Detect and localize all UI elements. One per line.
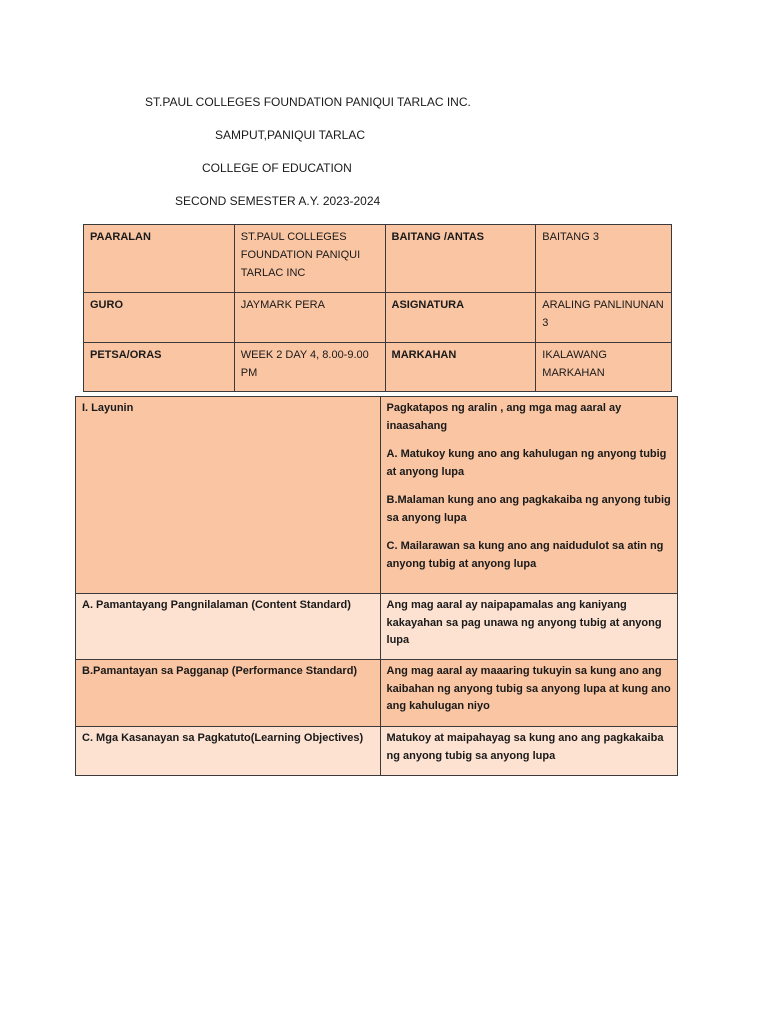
performance-standard-label: B.Pamantayan sa Pagganap (Performance Standard) <box>76 660 381 727</box>
guro-value: JAYMARK PERA <box>234 293 385 343</box>
learning-objectives-text: Matukoy at maipahayag sa kung ano ang pagkakaiba ng anyong tubig sa anyong lupa <box>380 727 677 776</box>
layunin-label: I. Layunin <box>76 397 381 594</box>
college-name: COLLEGE OF EDUCATION <box>202 161 352 175</box>
content-standard-text: Ang mag aaral ay naipapamalas ang kaniyang kakayahan sa pag unawa ng anyong tubig at anyong lupa <box>380 594 677 660</box>
markahan-value: IKALAWANG MARKAHAN <box>536 343 672 392</box>
markahan-label: MARKAHAN <box>385 343 536 392</box>
petsa-label: PETSA/ORAS <box>84 343 235 392</box>
paaralan-value: ST.PAUL COLLEGES FOUNDATION PANIQUI TARLAC INC <box>234 225 385 293</box>
objectives-table <box>75 396 678 776</box>
semester-line: SECOND SEMESTER A.Y. 2023-2024 <box>175 194 381 208</box>
table-row <box>76 660 678 727</box>
performance-standard-text: Ang mag aaral ay maaaring tukuyin sa kung ano ang kaibahan ng anyong tubig sa anyong lupa at kung ano ang kahulugan niyo <box>380 660 677 727</box>
layunin-content <box>380 397 677 594</box>
table-row <box>76 727 678 776</box>
layunin-item-c: C. Mailarawan sa kung ano ang naidudulot sa atin ng anyong tubig at anyong lupa <box>386 540 664 570</box>
asignatura-label: ASIGNATURA <box>385 293 536 343</box>
table-row <box>84 225 672 293</box>
petsa-value: WEEK 2 DAY 4, 8.00-9.00 PM <box>234 343 385 392</box>
content-standard-label: A. Pamantayang Pangnilalaman (Content Standard) <box>76 594 381 660</box>
layunin-item-b: B.Malaman kung ano ang pagkakaiba ng anyong tubig sa anyong lupa <box>386 494 671 524</box>
info-table <box>83 224 672 392</box>
table-row <box>84 343 672 392</box>
school-name: ST.PAUL COLLEGES FOUNDATION PANIQUI TARLAC INC. <box>145 95 471 109</box>
baitang-label: BAITANG /ANTAS <box>385 225 536 293</box>
baitang-value: BAITANG 3 <box>536 225 672 293</box>
paaralan-label: PAARALAN <box>84 225 235 293</box>
table-row <box>76 397 678 594</box>
table-row <box>76 594 678 660</box>
layunin-item-a: A. Matukoy kung ano ang kahulugan ng anyong tubig at anyong lupa <box>386 448 667 478</box>
layunin-intro: Pagkatapos ng aralin , ang mga mag aaral ay inaasahang <box>386 402 622 432</box>
asignatura-value: ARALING PANLINUNAN 3 <box>536 293 672 343</box>
learning-objectives-label: C. Mga Kasanayan sa Pagkatuto(Learning Objectives) <box>76 727 381 776</box>
school-address: SAMPUT,PANIQUI TARLAC <box>215 128 366 142</box>
table-row <box>84 293 672 343</box>
guro-label: GURO <box>84 293 235 343</box>
